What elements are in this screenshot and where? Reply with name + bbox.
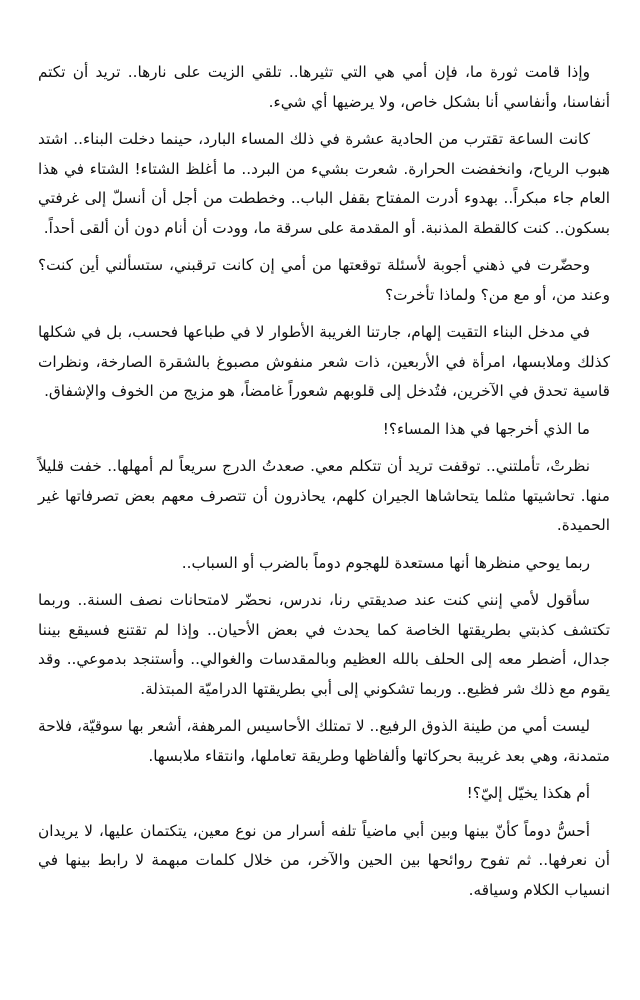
paragraph: أم هكذا يخيّل إليّ؟! [466,784,590,802]
paragraph: ليست أمي من طينة الذوق الرفيع.. لا تمتلك الأحاسيس المرهفة، أشعر بها سوقيّة، فلاحة متمدنة، وهي بعد غريبة بحركاتها وألفاظها وطريقة تعاملها، وانتقاء ملابسها. [38,717,610,765]
paragraph: نظرتْ، تأملتني.. توقفت تريد أن تتكلم معي. صعدتُ الدرج سريعاً لم أمهلها.. خفت قليلاً منها. تحاشيتها مثلما يتحاشاها الجيران كلهم، يحاذرون أن تتصرف معهم بعض تصرفاتها غير الحميدة. [38,457,610,534]
paragraph: ما الذي أخرجها في هذا المساء؟! [382,419,590,438]
paragraph: في مدخل البناء التقيت إلهام، جارتنا الغريبة الأطوار لا في طباعها فحسب، بل في شكلها كذلك وملابسها، امرأة في الأربعين، ذات شعر منفوش مصبوغ بالشقرة الصارخة، ونظرات قاسية تحدق في الآخرين، فتُدخل إلى قلوبهم شعوراً غامضاً، هو مزيج من الخوف والإشفاق. [38,323,610,400]
paragraph: كانت الساعة تقترب من الحادية عشرة في ذلك المساء البارد، حينما دخلت البناء.. اشتد هبوب الرياح، وانخفضت الحرارة. شعرت بشيء من البرد.. ما أغلظ الشتاء! الشتاء في هذا العام جاء مبكراً.. بهدوء أدرت المفتاح بقفل الباب.. وخططت من أجل أن أنسلّ إلى غرفتي بسكون.. كنت كالقطة المذنبة. أو المقدمة على سرقة ما، وودت أن أنام دون أن ألقى أحداً. [38,130,610,237]
paragraph: وإذا قامت ثورة ما، فإن أمي هي التي تثيرها.. تلقي الزيت على نارها.. تريد أن تكتم أنفاسنا، وأنفاسي أنا بشكل خاص، ولا يرضيها أي شيء. [38,63,610,111]
paragraph: وحضّرت في ذهني أجوبة لأسئلة توقعتها من أمي إن كانت ترقبني، ستسألني أين كنت؟ وعند من، أو مع من؟ ولماذا تأخرت؟ [38,256,610,304]
paragraph: أحسُّ دوماً كأنّ بينها وبين أبي ماضياً تلفه أسرار من نوع معين، يتكتمان عليها، لا يريدان أن نعرفها.. ثم تفوح روائحها بين الحين والآخر، من خلال كلمات مبهمة لا رابط بينها في انسياب الكلام وسياقه. [38,821,610,899]
paragraph: سأقول لأمي إنني كنت عند صديقتي رنا، ندرس، نحضّر لامتحانات نصف السنة.. وربما تكتشف كذبتي بطريقتها الخاصة كما يحدث في بعض الأحيان.. وإذا لم تقتنع فسيقع بيننا جدال، أضطر معه إلى الحلف بالله العظيم وبالمقدسات والغوالي.. وأستنجد بدموعي.. وقد يقوم مع ذلك شر فظيع.. وربما تشكوني إلى أبي بطريقتها الدراميّة المبتذلة. [38,591,610,698]
paragraph: ربما يوحي منظرها أنها مستعدة للهجوم دوماً بالضرب أو السباب.. [181,553,590,572]
